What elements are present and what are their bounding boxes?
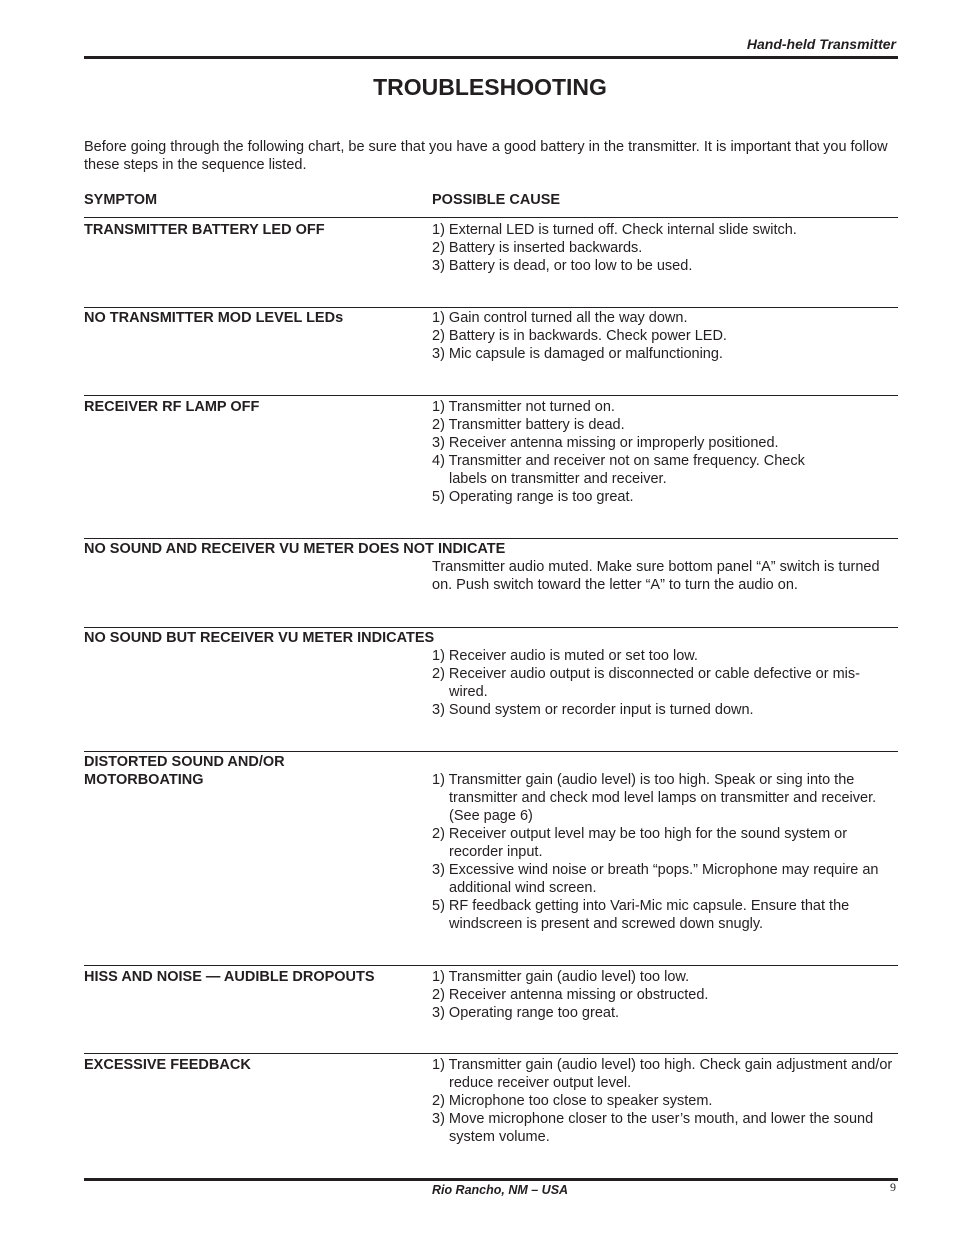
footer-location: Rio Rancho, NM – USA	[431, 1183, 569, 1197]
cause-item: 3) Receiver antenna missing or improperly positioned.	[432, 435, 779, 451]
row-separator	[84, 965, 898, 966]
causes-list	[432, 398, 902, 506]
cause-item: 2) Microphone too close to speaker system.	[432, 1093, 713, 1109]
cause-item: 2) Receiver output level may be too high for the sound system or recorder input.	[432, 826, 848, 860]
cause-item: 2) Receiver antenna missing or obstructed.	[432, 987, 709, 1003]
cause-item: 3) Operating range too great.	[432, 1005, 620, 1021]
causes-list	[432, 221, 902, 275]
causes-list	[432, 647, 902, 719]
causes-list	[432, 771, 902, 933]
cause-item: 5) Operating range is too great.	[432, 489, 634, 505]
causes-list	[432, 968, 902, 1022]
row-separator	[84, 538, 898, 539]
page-number: 9	[890, 1180, 896, 1194]
cause-item: 1) Transmitter gain (audio level) is too high. Speak or sing into the transmitter and check mod level lamps on transmitter and receiver. (See page 6)	[432, 772, 877, 824]
cause-item: 3) Move microphone closer to the user’s mouth, and lower the sound system volume.	[432, 1111, 874, 1145]
row-separator	[84, 1053, 898, 1054]
header-rule	[84, 56, 898, 59]
symptom-excessive-feedback: EXCESSIVE FEEDBACK	[84, 1057, 251, 1073]
row-separator	[84, 751, 898, 752]
footer-rule	[84, 1178, 898, 1181]
symptom-column-header: SYMPTOM	[84, 192, 158, 208]
row-separator	[84, 395, 898, 396]
cause-item: 5) RF feedback getting into Vari-Mic mic capsule. Ensure that the windscreen is present and screwed down snugly.	[432, 898, 850, 932]
cause-item: 1) Transmitter gain (audio level) too high. Check gain adjustment and/or reduce receiver output level.	[432, 1057, 893, 1091]
cause-item: 1) Transmitter not turned on.	[432, 399, 615, 415]
cause-item: Transmitter audio muted. Make sure bottom panel “A” switch is turned on. Push switch toward the letter “A” to turn the audio on.	[432, 559, 880, 593]
symptom-no-sound-vu-not-indicating: NO SOUND AND RECEIVER VU METER DOES NOT INDICATE	[84, 541, 506, 557]
symptom-battery-led-off: TRANSMITTER BATTERY LED OFF	[84, 222, 325, 238]
cause-item: 2) Receiver audio output is disconnected or cable defective or mis-wired.	[432, 666, 860, 700]
cause-item: 3) Excessive wind noise or breath “pops.” Microphone may require an additional wind screen.	[432, 862, 879, 896]
causes-list	[432, 1056, 902, 1146]
cause-item: 1) Transmitter gain (audio level) too low.	[432, 969, 690, 985]
cause-item: 1) External LED is turned off. Check internal slide switch.	[432, 222, 797, 238]
row-separator	[84, 627, 898, 628]
intro-paragraph: Before going through the following chart, be sure that you have a good battery in the transmitter. It is important that you follow these steps in the sequence listed.	[84, 139, 888, 173]
symptom-mod-level-leds: NO TRANSMITTER MOD LEVEL LEDs	[84, 310, 344, 326]
causes-list	[432, 309, 902, 363]
row-separator	[84, 217, 898, 218]
row-separator	[84, 307, 898, 308]
cause-item: 4) Transmitter and receiver not on same frequency. Check labels on transmitter and receiver.	[432, 453, 805, 487]
symptom-distorted-sound: DISTORTED SOUND AND/OR MOTORBOATING	[84, 754, 285, 788]
running-header: Hand-held Transmitter	[746, 36, 896, 52]
symptom-rf-lamp-off: RECEIVER RF LAMP OFF	[84, 399, 260, 415]
symptom-no-sound-vu-indicating: NO SOUND BUT RECEIVER VU METER INDICATES	[84, 630, 435, 646]
cause-item: 3) Battery is dead, or too low to be used.	[432, 258, 693, 274]
cause-item: 2) Battery is inserted backwards.	[432, 240, 643, 256]
cause-item: 3) Sound system or recorder input is turned down.	[432, 702, 754, 718]
cause-column-header: POSSIBLE CAUSE	[432, 192, 561, 208]
cause-item: 1) Gain control turned all the way down.	[432, 310, 688, 326]
cause-item: 2) Transmitter battery is dead.	[432, 417, 625, 433]
causes-list	[432, 558, 902, 594]
cause-item: 2) Battery is in backwards. Check power LED.	[432, 328, 727, 344]
cause-item: 1) Receiver audio is muted or set too low.	[432, 648, 698, 664]
cause-item: 3) Mic capsule is damaged or malfunctioning.	[432, 346, 723, 362]
page-title: TROUBLESHOOTING	[373, 74, 607, 100]
symptom-hiss-and-noise: HISS AND NOISE — AUDIBLE DROPOUTS	[84, 969, 375, 985]
